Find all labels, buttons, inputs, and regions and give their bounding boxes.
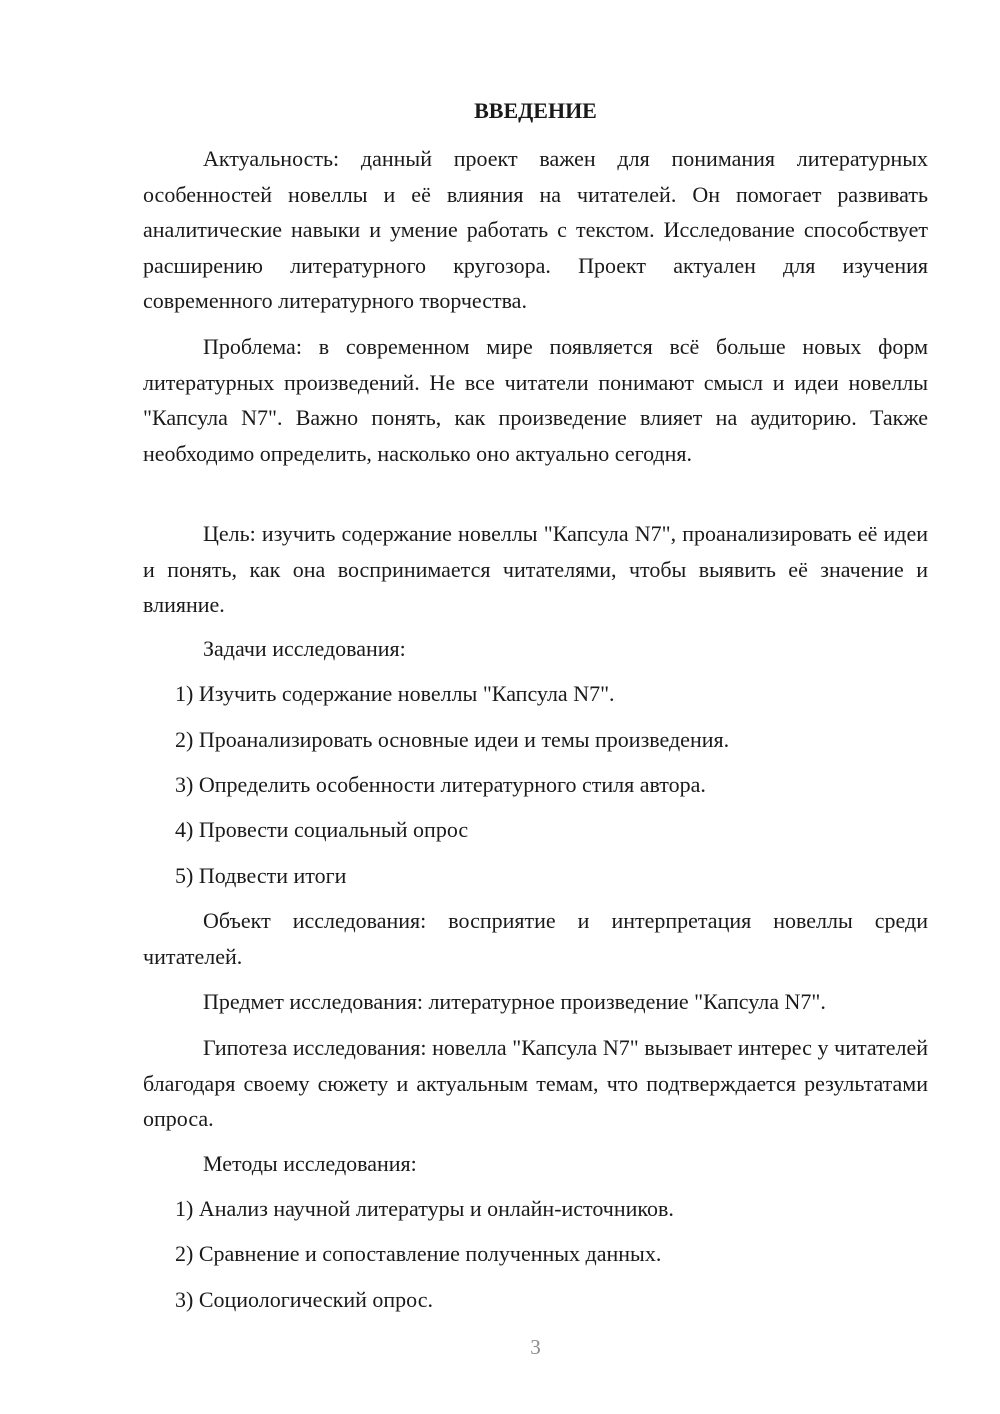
task-item: 4) Провести социальный опрос [175, 817, 469, 842]
method-item: 3) Социологический опрос. [175, 1287, 433, 1312]
page-number: 3 [530, 1335, 541, 1359]
task-item: 2) Проанализировать основные идеи и темы произведения. [175, 727, 730, 752]
object-paragraph: Объект исследования: восприятие и интерпретация новеллы среди читателей. [143, 908, 928, 969]
tasks-title: Задачи исследования: [203, 636, 406, 661]
task-item: 3) Определить особенности литературного стиля автора. [175, 772, 706, 797]
goal-paragraph: Цель: изучить содержание новеллы "Капсула N7", проанализировать её идеи и понять, как она воспринимается читателями, чтобы выявить её значение и влияние. [143, 521, 928, 617]
method-item: 1) Анализ научной литературы и онлайн-источников. [175, 1196, 674, 1221]
relevance-paragraph: Актуальность: данный проект важен для понимания литературных особенностей новеллы и её влияния на читателей. Он помогает развивать аналитические навыки и умение работать с текстом. Исследование способствует расширению литературного кругозора. Проект актуален для изучения современного литературного творчества. [143, 146, 928, 313]
subject-paragraph: Предмет исследования: литературное произведение "Капсула N7". [203, 989, 826, 1014]
document-page [143, 0, 928, 1414]
hypothesis-paragraph: Гипотеза исследования: новелла "Капсула N7" вызывает интерес у читателей благодаря своему сюжету и актуальным темам, что подтверждается результатами опроса. [143, 1035, 928, 1131]
section-heading: ВВЕДЕНИЕ [474, 98, 597, 123]
task-item: 5) Подвести итоги [175, 863, 347, 888]
methods-title: Методы исследования: [203, 1151, 417, 1176]
task-item: 1) Изучить содержание новеллы "Капсула N7". [175, 681, 615, 706]
problem-paragraph: Проблема: в современном мире появляется всё больше новых форм литературных произведений. Не все читатели понимают смысл и идеи новеллы "Капсула N7". Важно понять, как произведение влияет на аудиторию. Также необходимо определить, насколько оно актуально сегодня. [143, 334, 928, 466]
method-item: 2) Сравнение и сопоставление полученных данных. [175, 1241, 662, 1266]
